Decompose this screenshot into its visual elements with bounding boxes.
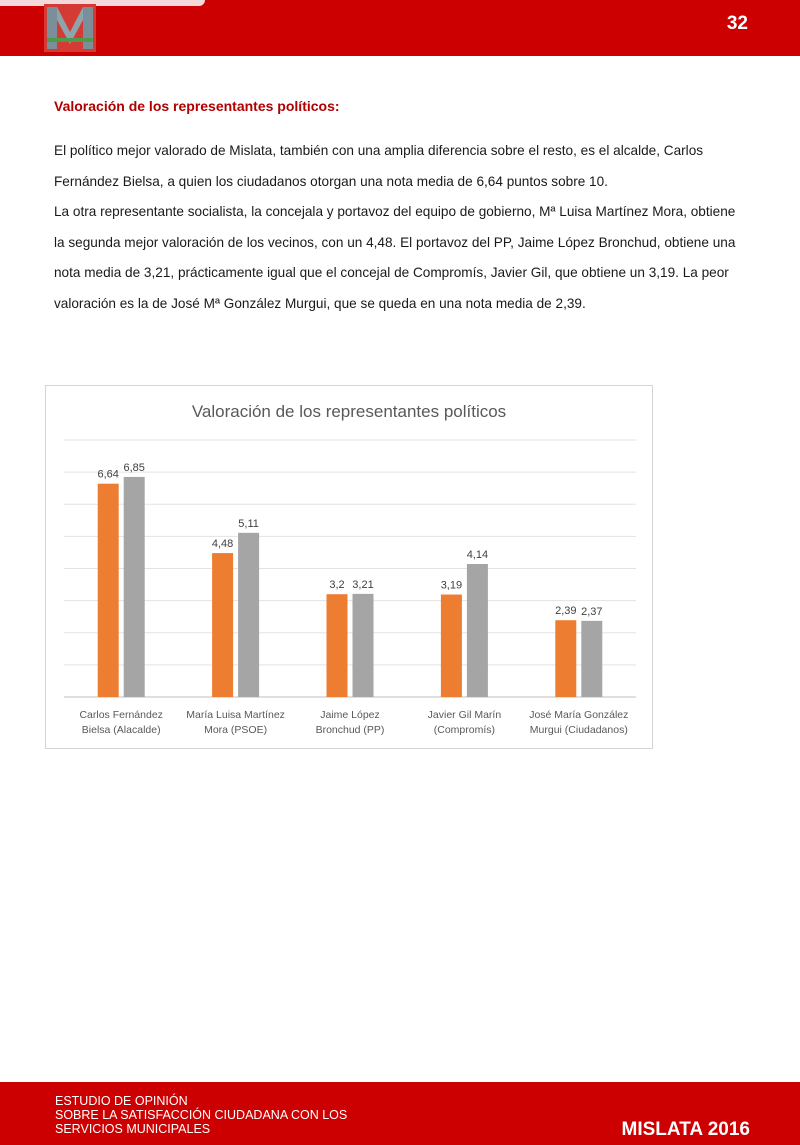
paragraph-2: La otra representante socialista, la concejala y portavoz del equipo de gobierno, Mª Luisa Martínez Mora, obtiene la segunda mejor valoración de los vecinos, con un 4,48. El portavoz del PP, Jaime López Bronchud, obtiene una nota media de 3,21, prácticamente igual que el concejal de Compromís, Javier Gil, que obtiene un 3,19. La peor valoración es la de José Mª González Murgui, que se queda en una nota media de 2,39. [54,204,736,311]
chart-title: Valoración de los representantes políticos [191,402,507,421]
data-label: 3,19 [440,579,463,592]
category-label: Javier Gil Marín [427,709,502,721]
data-label: 4,14 [466,549,489,562]
bar [238,533,259,697]
bar [212,553,233,697]
header-tab [0,0,205,6]
body-text [54,136,744,319]
footer-study-title [55,1094,347,1136]
category-label: Murgui (Ciudadanos) [529,724,628,736]
bar [327,594,348,697]
page-footer [0,1082,800,1145]
paragraph-1: El político mejor valorado de Mislata, también con una amplia diferencia sobre el resto, es el alcalde, Carlos Fernández Bielsa, a quien los ciudadanos otorgan una nota media de 6,64 puntos sobre 10. [54,143,704,189]
category-label: Carlos Fernández [79,709,163,721]
bar [555,620,576,697]
category-label: Bronchud (PP) [315,724,385,736]
data-label: 6,85 [123,461,145,474]
bar [124,477,145,697]
data-label: 3,21 [352,578,374,591]
footer-brand: MISLATA 2016 [621,1119,750,1140]
bar [353,594,374,697]
bar [98,484,119,697]
data-label: 5,11 [238,517,259,530]
category-label: José María González [529,709,629,721]
data-label: 2,39 [555,605,577,618]
data-label: 6,64 [97,468,119,481]
category-label: Mora (PSOE) [204,724,268,736]
category-label: Jaime López [320,709,380,721]
bar [581,621,602,697]
category-label: (Compromís) [433,724,496,736]
data-label: 3,2 [329,579,345,592]
page-header [0,0,800,56]
footer-line: SERVICIOS MUNICIPALES [55,1122,211,1136]
page-number: 32 [726,13,748,34]
data-label: 2,37 [581,605,603,618]
mislata-logo [44,4,96,52]
footer-line: SOBRE LA SATISFACCIÓN CIUDADANA CON LOS [55,1108,348,1122]
bar [467,564,488,697]
section-title: Valoración de los representantes políticos: [54,98,340,114]
category-label: Bielsa (Alacalde) [81,724,161,736]
bar-chart [45,385,653,749]
footer-line: ESTUDIO DE OPINIÓN [55,1094,188,1108]
bar-chart-canvas [46,386,652,748]
data-label: 4,48 [211,538,234,551]
bar [441,595,462,697]
category-label: María Luisa Martínez [186,709,285,721]
